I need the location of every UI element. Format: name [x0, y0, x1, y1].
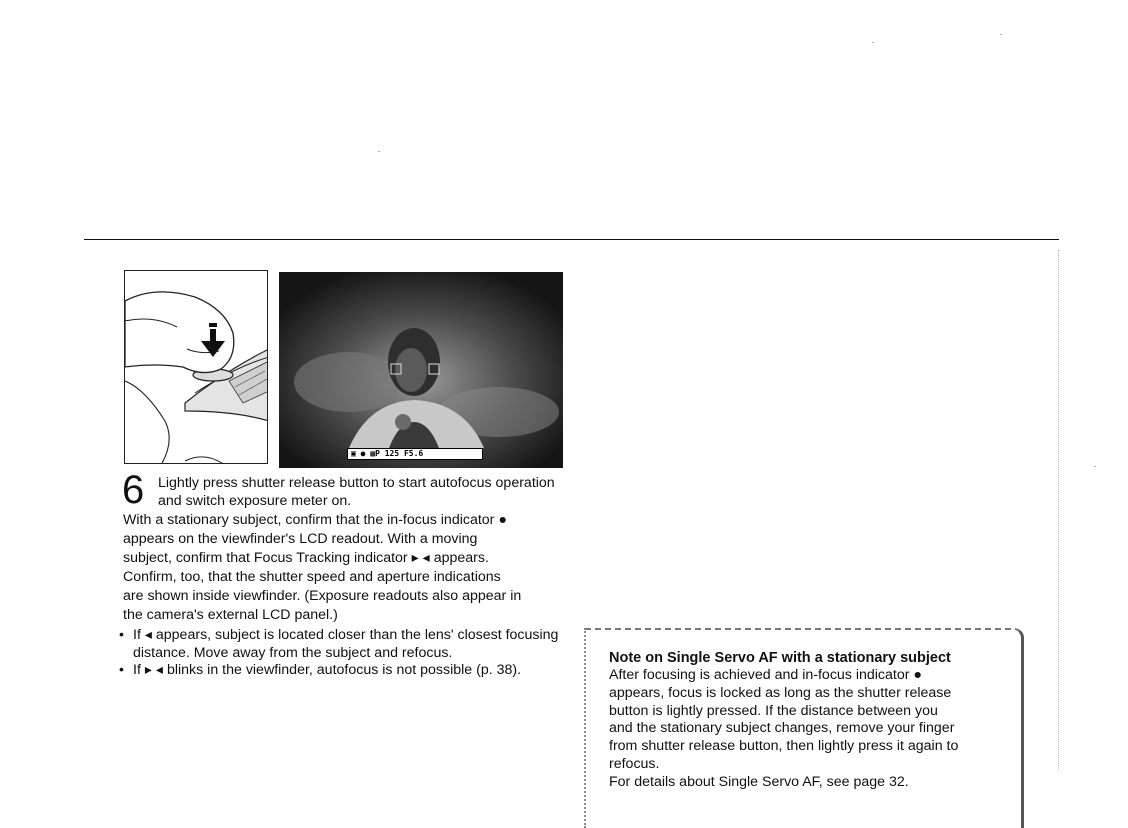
- scan-speck: [872, 42, 874, 43]
- note-body: [609, 667, 1009, 792]
- note-line: button is lightly pressed. If the distance between you: [609, 702, 938, 719]
- note-line: After focusing is achieved and in-focus indicator ●: [609, 667, 922, 683]
- bullet-mark: •: [119, 627, 124, 643]
- hand-pressing-shutter-icon: [124, 270, 268, 464]
- bullet-item: [119, 662, 569, 680]
- scan-speck: [378, 151, 380, 152]
- note-line: from shutter release button, then lightly press it again to: [609, 738, 959, 755]
- body-line: subject, confirm that Focus Tracking indicator ▸ ◂ appears.: [123, 550, 489, 566]
- body-line: the camera's external LCD panel.): [123, 607, 338, 623]
- body-line: are shown inside viewfinder. (Exposure readouts also appear in: [123, 588, 522, 604]
- viewfinder-lcd-readout: ▣ ● ▦P 125 F5.6: [347, 448, 483, 460]
- note-line: For details about Single Servo AF, see page 32.: [609, 773, 909, 790]
- body-line: Confirm, too, that the shutter speed and aperture indications: [123, 569, 501, 585]
- scan-speck: [1094, 466, 1096, 467]
- scan-speck: [1000, 34, 1002, 35]
- note-line: appears, focus is locked as long as the shutter release: [609, 684, 952, 701]
- step-number: 6: [122, 468, 145, 512]
- viewfinder-photo: [279, 272, 563, 468]
- bullet-text: If ▸ ◂ blinks in the viewfinder, autofocus is not possible (p. 38).: [133, 662, 522, 678]
- step-title: Lightly press shutter release button to start autofocus operation and switch exposure meter on.: [158, 475, 555, 509]
- header-rule: [84, 239, 1059, 240]
- margin-line: [1058, 250, 1059, 770]
- note-line: refocus.: [609, 755, 660, 772]
- body-line: appears on the viewfinder's LCD readout. With a moving: [123, 531, 478, 547]
- note-line: and the stationary subject changes, remove your finger: [609, 720, 955, 737]
- note-title: Note on Single Servo AF with a stationary subject: [609, 650, 951, 666]
- bullet-mark: •: [119, 662, 124, 678]
- bullet-item: [119, 627, 569, 662]
- step-body: [123, 511, 563, 625]
- bullet-text: If ◂ appears, subject is located closer than the lens' closest focusing distance. Move away from the subject and refocus.: [133, 627, 559, 661]
- bullet-list: [119, 627, 569, 680]
- body-line: With a stationary subject, confirm that the in-focus indicator ●: [123, 512, 507, 528]
